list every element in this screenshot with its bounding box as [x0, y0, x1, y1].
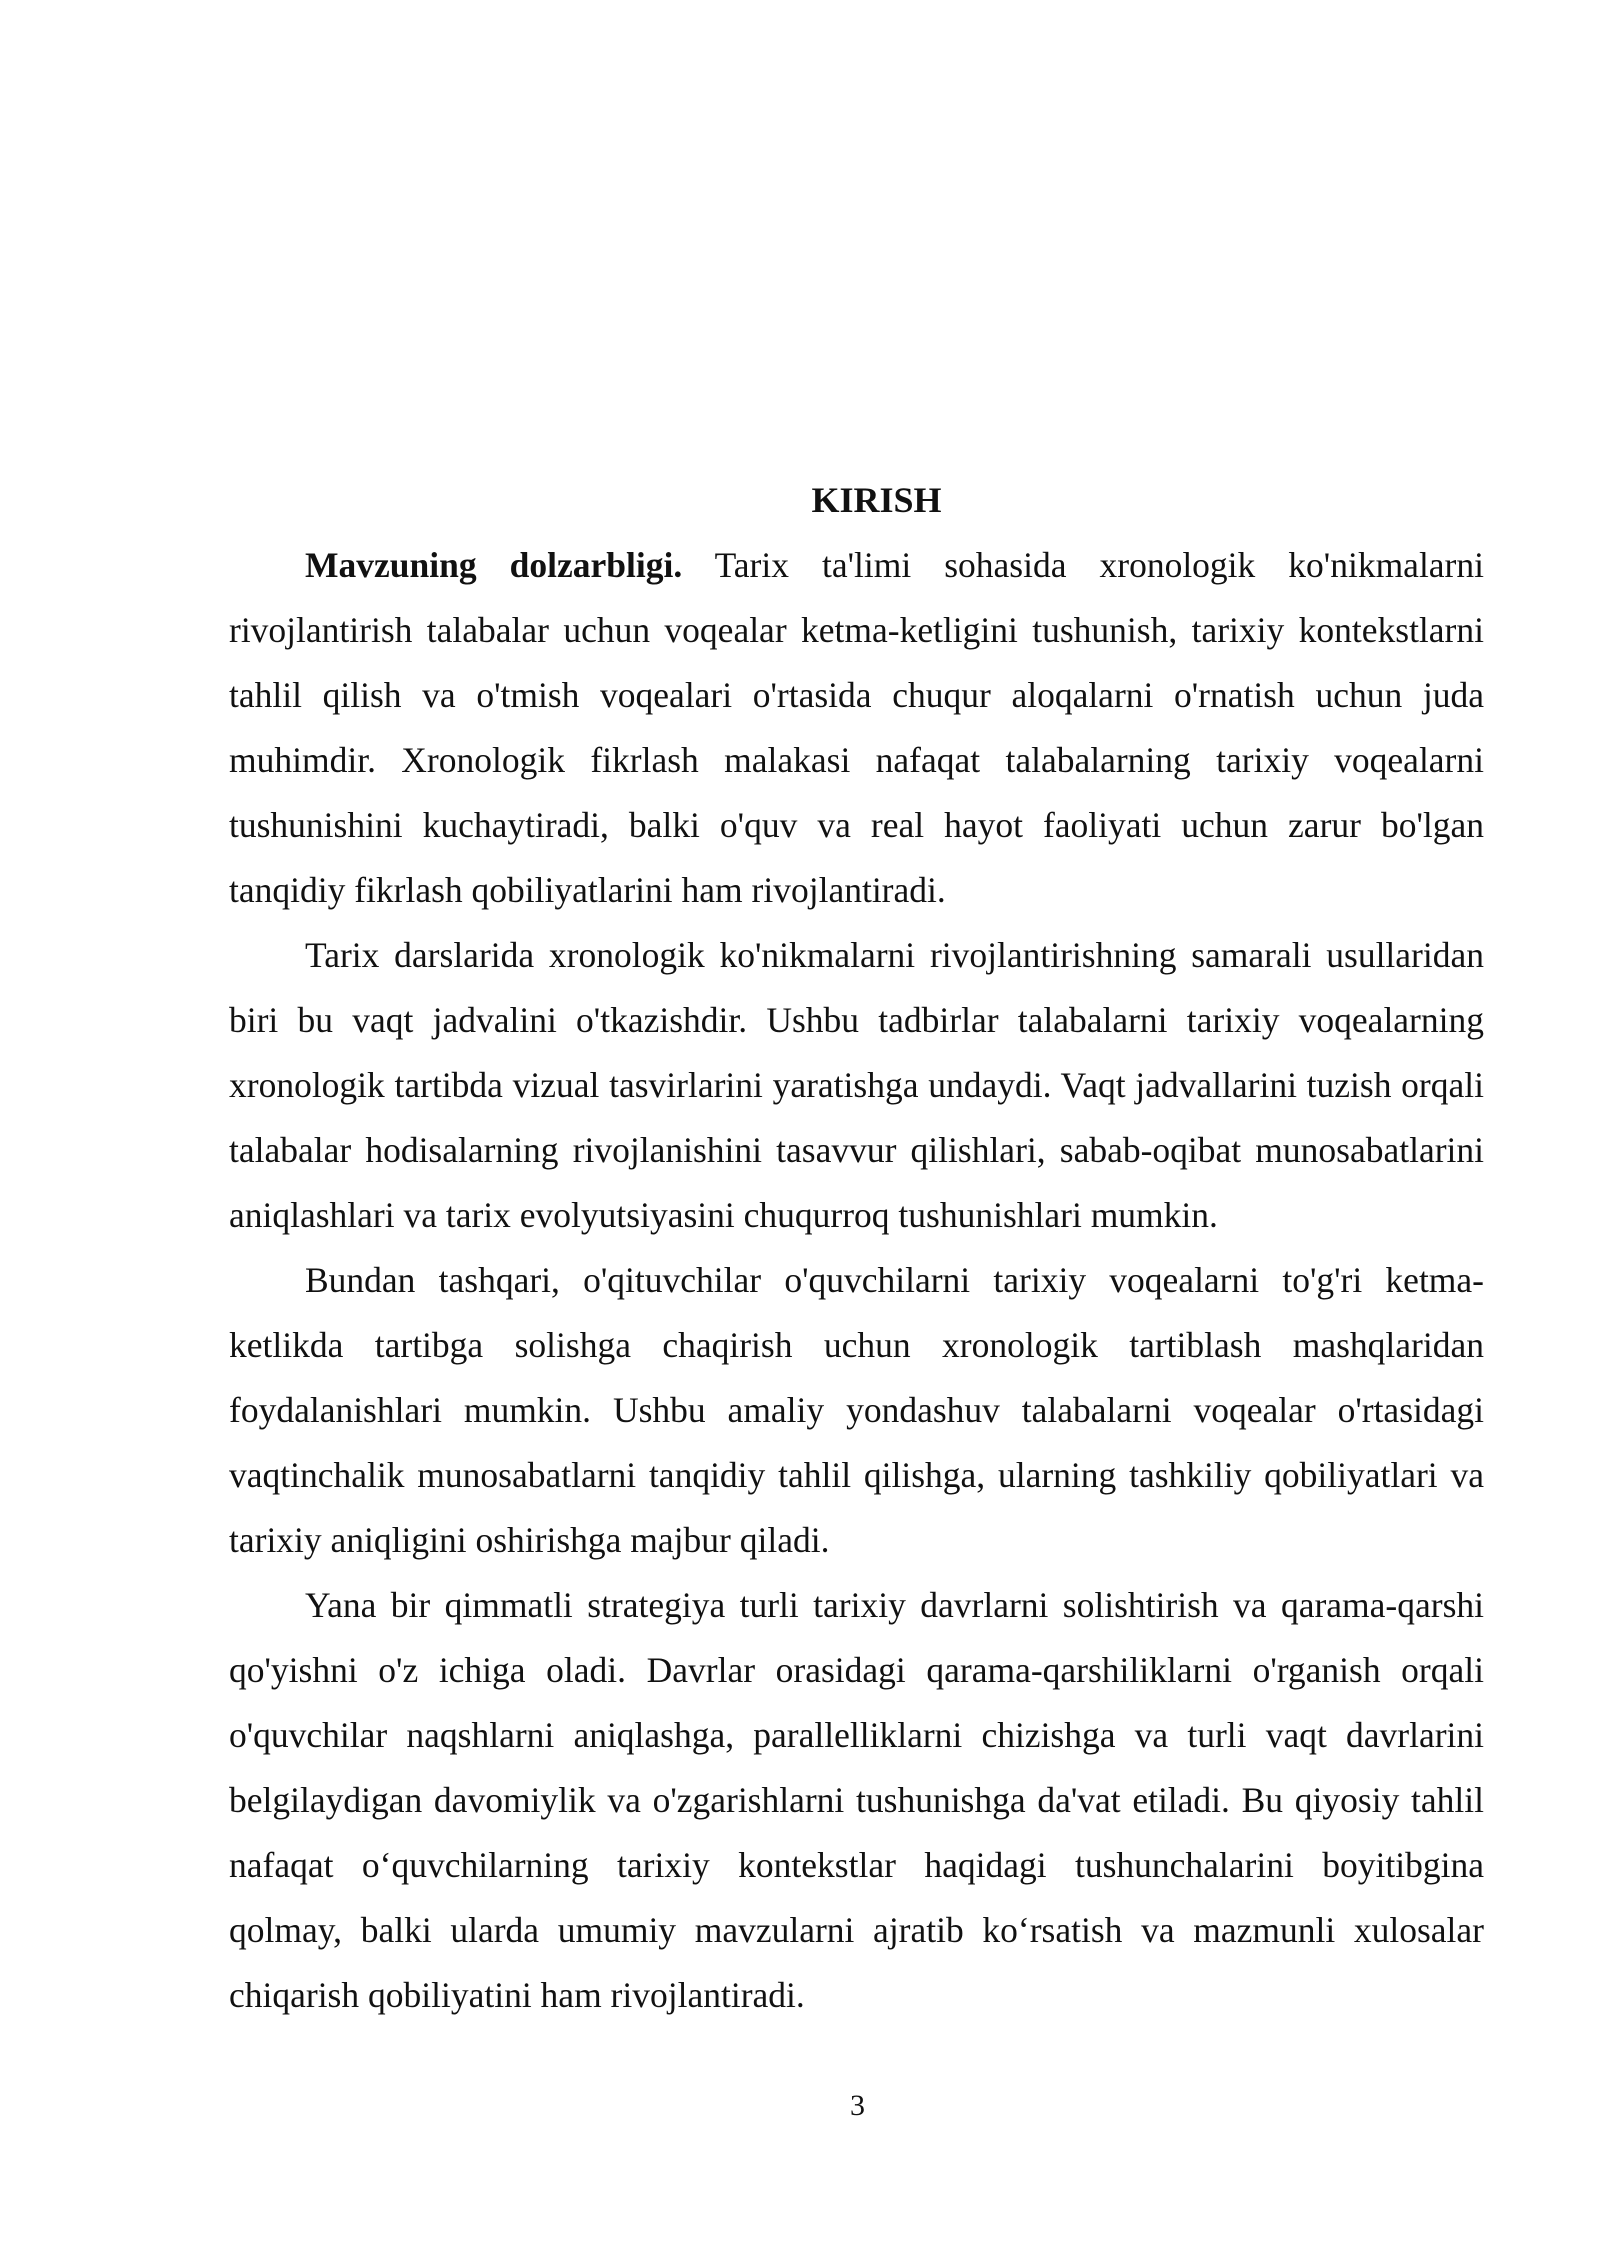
paragraph-sequencing: Bundan tashqari, o'qituvchilar o'quvchilarni tarixiy voqealarni to'g'ri ketma-ketlikda tartibga solishga chaqirish uchun xronologik tartiblash mashqlaridan foydalanishlari mumkin. Ushbu amaliy yondashuv talabalarni voqealar o'rtasidagi vaqtinchalik munosabatlarni tanqidiy tahlil qilishga, ularning tashkiliy qobiliyatlari va tarixiy aniqligini oshirishga majbur qiladi.	[229, 1260, 1484, 1560]
paragraph-text: Tarix ta'limi sohasida xronologik ko'nikmalarni rivojlantirish talabalar uchun voqealar ketma-ketligini tushunish, tarixiy kontekstlarni tahlil qilish va o'tmish voqealari o'rtasida chuqur aloqalarni o'rnatish uchun juda muhimdir. Xronologik fikrlash malakasi nafaqat talabalarning tarixiy voqealarni tushunishini kuchaytiradi, balki o'quv va real hayot faoliyati uchun zarur bo'lgan tanqidiy fikrlash qobiliyatlarini ham rivojlantiradi.	[229, 545, 1484, 910]
paragraph-lead: Mavzuning dolzarbligi.	[305, 545, 683, 585]
paragraph-relevance	[229, 533, 1484, 923]
paragraph-comparison: Yana bir qimmatli strategiya turli tarixiy davrlarni solishtirish va qarama-qarshi qo'yishni o'z ichiga oladi. Davrlar orasidagi qarama-qarshiliklarni o'rganish orqali o'quvchilar naqshlarni aniqlashga, parallelliklarni chizishga va turli vaqt davrlarini belgilaydigan davomiylik va o'zgarishlarni tushunishga da'vat etiladi. Bu qiyosiy tahlil nafaqat o‘quvchilarning tarixiy kontekstlar haqidagi tushunchalarini boyitibgina qolmay, balki ularda umumiy mavzularni ajratib ko‘rsatish va mazmunli xulosalar chiqarish qobiliyatini ham rivojlantiradi.	[229, 1585, 1484, 2015]
page-number: 3	[850, 2089, 865, 2122]
page-content	[229, 468, 1484, 2028]
paragraph-timelines: Tarix darslarida xronologik ko'nikmalarni rivojlantirishning samarali usullaridan biri bu vaqt jadvalini o'tkazishdir. Ushbu tadbirlar talabalarni tarixiy voqealarning xronologik tartibda vizual tasvirlarini yaratishga undaydi. Vaqt jadvallarini tuzish orqali talabalar hodisalarning rivojlanishini tasavvur qilishlari, sabab-oqibat munosabatlarini aniqlashlari va tarix evolyutsiyasini chuqurroq tushunishlari mumkin.	[229, 935, 1484, 1235]
section-heading: KIRISH	[811, 480, 942, 520]
